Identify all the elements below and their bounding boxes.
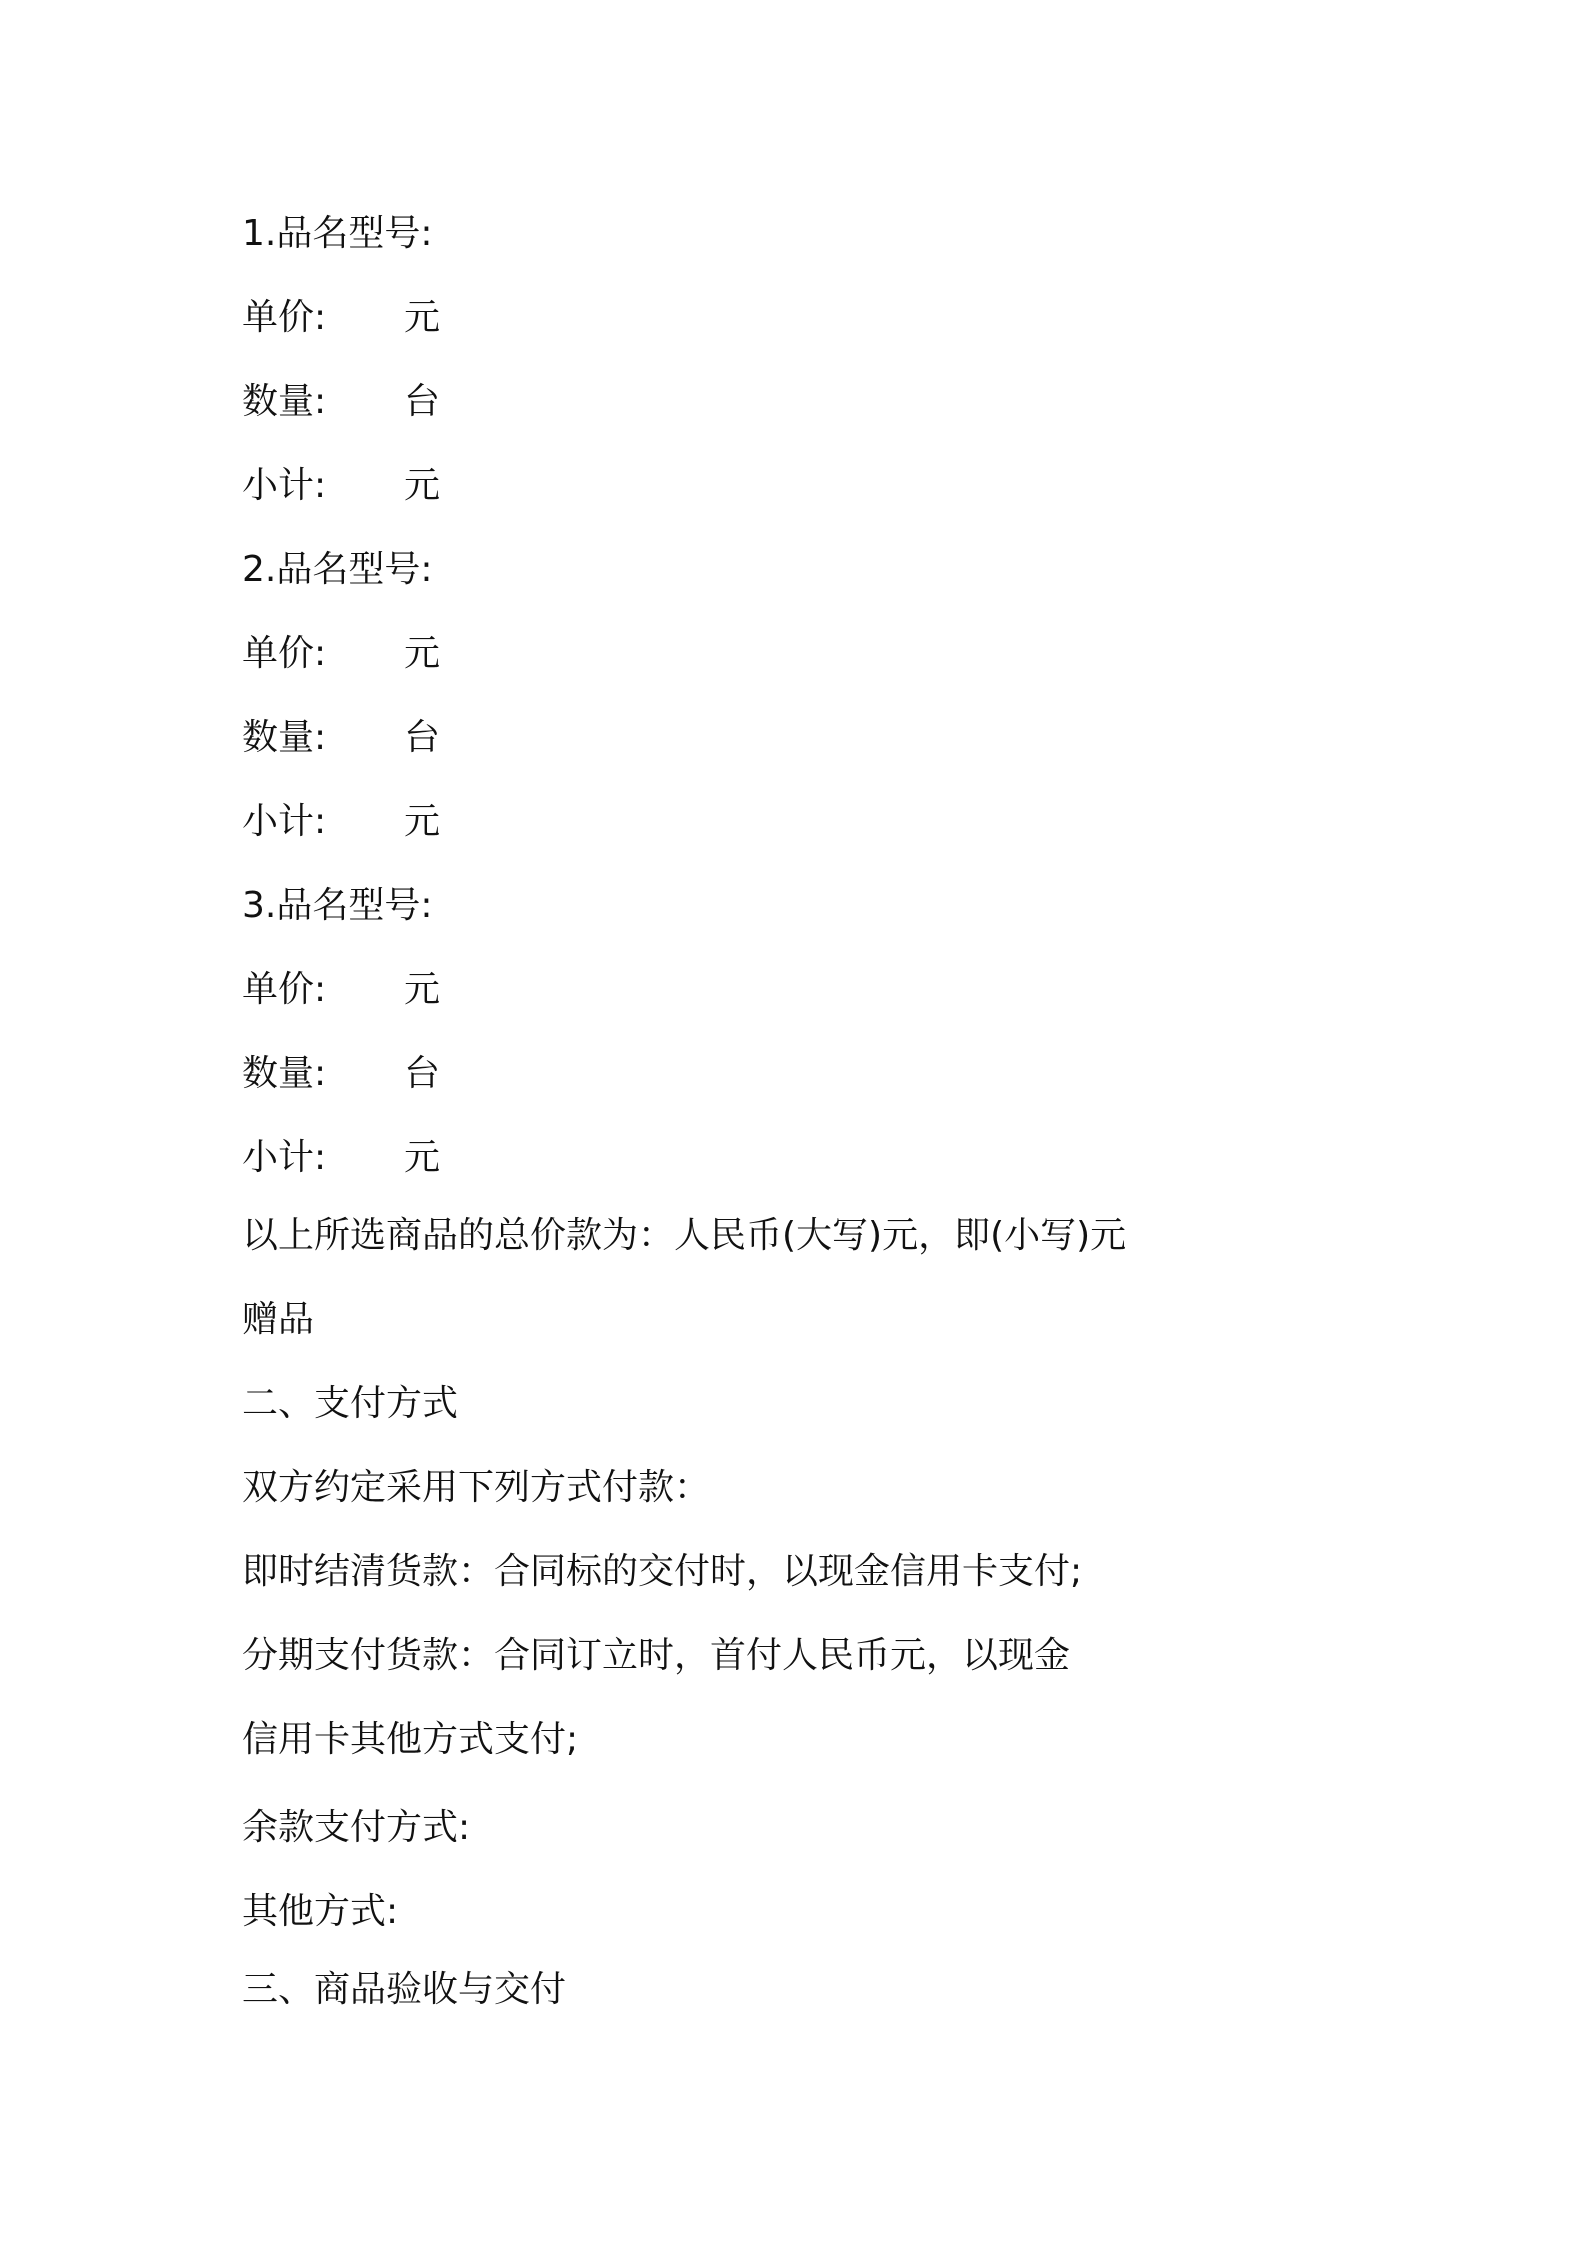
price-label: 单价:	[242, 969, 327, 1010]
item-1-qty-row	[242, 378, 440, 426]
section-2-title: 二、支付方式	[242, 1383, 459, 1424]
item-2-subtotal-row	[242, 798, 440, 846]
qty-unit: 台	[404, 717, 441, 758]
item-1-subtotal-row	[242, 462, 440, 510]
subtotal-label: 小计:	[242, 801, 327, 842]
payment-installment-line-1: 分期支付货款：合同订立时，首付人民币元，以现金	[242, 1635, 1071, 1676]
qty-label: 数量:	[242, 381, 327, 422]
qty-label: 数量:	[242, 717, 327, 758]
subtotal-label: 小计:	[242, 465, 327, 506]
item-1-price-row	[242, 294, 440, 342]
subtotal-unit: 元	[404, 1137, 441, 1178]
payment-intro: 双方约定采用下列方式付款：	[242, 1467, 711, 1508]
subtotal-unit: 元	[404, 465, 441, 506]
price-unit: 元	[404, 633, 441, 674]
payment-other: 其他方式:	[242, 1891, 399, 1932]
price-unit: 元	[404, 297, 441, 338]
price-unit: 元	[404, 969, 441, 1010]
item-2-price-row	[242, 630, 440, 678]
item-3-heading: 3.品名型号:	[242, 885, 433, 926]
section-3-title: 三、商品验收与交付	[242, 1969, 567, 2010]
payment-immediate: 即时结清货款：合同标的交付时，以现金信用卡支付;	[242, 1551, 1083, 1592]
item-2-heading: 2.品名型号:	[242, 549, 433, 590]
qty-unit: 台	[404, 381, 441, 422]
gift-line: 赠品	[242, 1299, 315, 1340]
subtotal-unit: 元	[404, 801, 441, 842]
price-label: 单价:	[242, 297, 327, 338]
payment-installment-line-2: 信用卡其他方式支付;	[242, 1719, 579, 1760]
item-2-qty-row	[242, 714, 440, 762]
subtotal-label: 小计:	[242, 1137, 327, 1178]
qty-unit: 台	[404, 1053, 441, 1094]
payment-balance: 余款支付方式:	[242, 1807, 471, 1848]
price-label: 单价:	[242, 633, 327, 674]
item-1-heading: 1.品名型号:	[242, 213, 433, 254]
qty-label: 数量:	[242, 1053, 327, 1094]
item-3-subtotal-row	[242, 1134, 440, 1182]
total-price-line: 以上所选商品的总价款为：人民币(大写)元，即(小写)元	[242, 1215, 1127, 1256]
item-3-price-row	[242, 966, 440, 1014]
item-3-qty-row	[242, 1050, 440, 1098]
